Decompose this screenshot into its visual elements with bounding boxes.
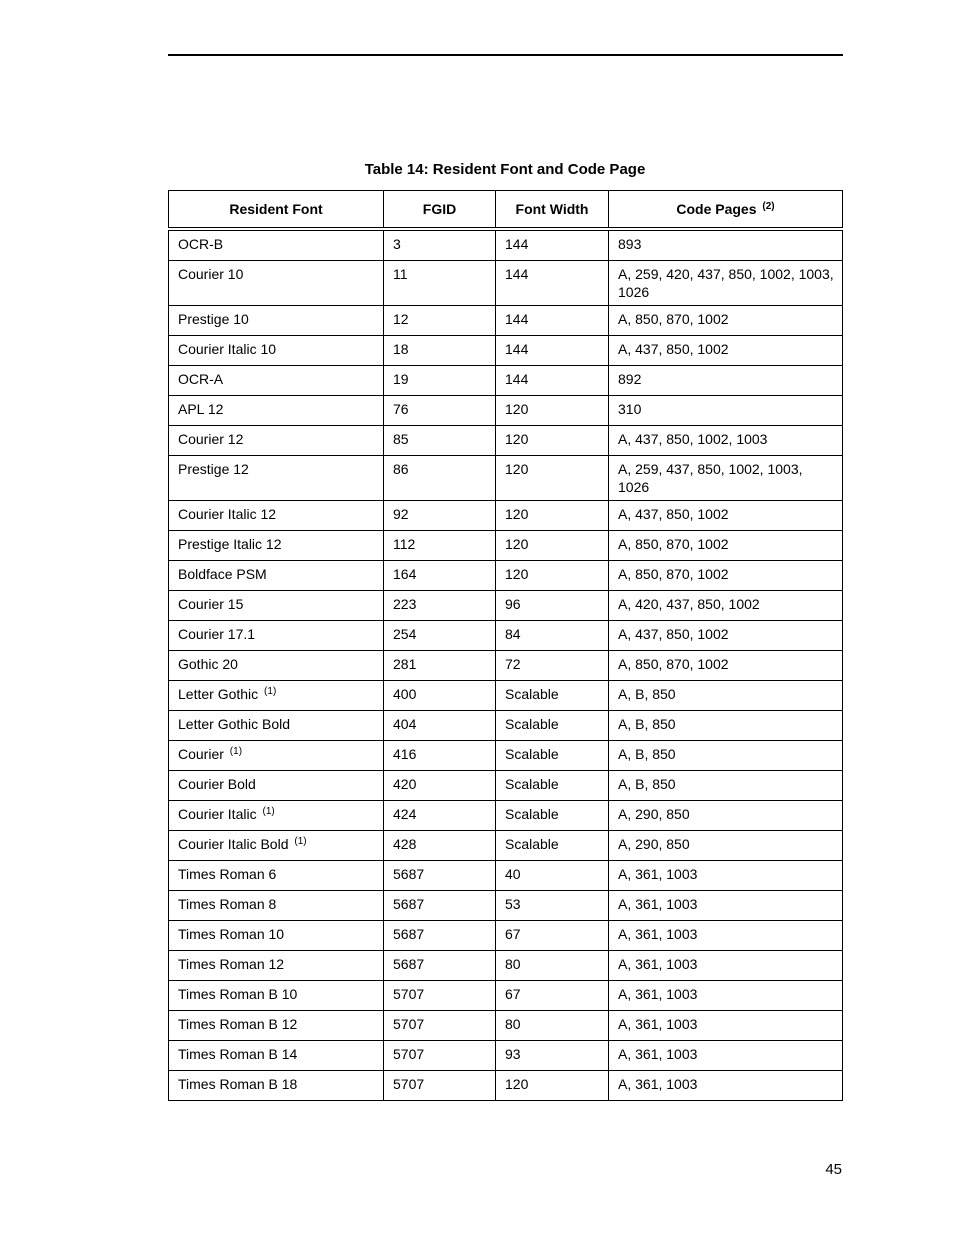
table-row — [169, 771, 843, 801]
cell-fgid: 254 — [384, 621, 496, 651]
table-row — [169, 229, 843, 261]
header-code-pages-note: (2) — [762, 201, 775, 212]
cell-resident-font — [169, 681, 384, 711]
resident-font-name: Courier — [178, 746, 224, 762]
cell-resident-font — [169, 531, 384, 561]
cell-resident-font — [169, 621, 384, 651]
cell-code-pages: 893 — [609, 229, 843, 261]
cell-font-width: 80 — [496, 1011, 609, 1041]
cell-code-pages: A, B, 850 — [609, 681, 843, 711]
cell-fgid: 5687 — [384, 921, 496, 951]
cell-resident-font — [169, 771, 384, 801]
resident-font-name: Times Roman 10 — [178, 926, 285, 942]
table-row — [169, 981, 843, 1011]
cell-resident-font — [169, 891, 384, 921]
cell-fgid: 76 — [384, 396, 496, 426]
cell-font-width: Scalable — [496, 771, 609, 801]
resident-font-name: Courier 15 — [178, 596, 244, 612]
table-row — [169, 801, 843, 831]
table-row — [169, 921, 843, 951]
cell-code-pages: A, 850, 870, 1002 — [609, 651, 843, 681]
cell-resident-font — [169, 306, 384, 336]
table-row — [169, 501, 843, 531]
cell-fgid: 3 — [384, 229, 496, 261]
resident-font-name: OCR-A — [178, 371, 224, 387]
resident-font-name: Gothic 20 — [178, 656, 238, 672]
table-row — [169, 591, 843, 621]
cell-resident-font — [169, 861, 384, 891]
cell-font-width: 67 — [496, 921, 609, 951]
cell-fgid: 420 — [384, 771, 496, 801]
cell-font-width: Scalable — [496, 711, 609, 741]
cell-code-pages: A, 290, 850 — [609, 801, 843, 831]
resident-font-name: Courier 17.1 — [178, 626, 256, 642]
cell-fgid: 416 — [384, 741, 496, 771]
header-resident-font: Resident Font — [169, 191, 384, 230]
cell-fgid: 12 — [384, 306, 496, 336]
resident-font-name: Courier Bold — [178, 776, 256, 792]
cell-resident-font — [169, 561, 384, 591]
cell-font-width: 120 — [496, 396, 609, 426]
cell-code-pages: A, 290, 850 — [609, 831, 843, 861]
table-row — [169, 1071, 843, 1101]
resident-font-name: Courier 12 — [178, 431, 244, 447]
cell-font-width: 84 — [496, 621, 609, 651]
resident-font-name: Boldface PSM — [178, 566, 267, 582]
cell-code-pages: A, 437, 850, 1002, 1003 — [609, 426, 843, 456]
cell-code-pages: 892 — [609, 366, 843, 396]
cell-font-width: Scalable — [496, 681, 609, 711]
cell-code-pages: A, 361, 1003 — [609, 1071, 843, 1101]
table-row — [169, 261, 843, 306]
resident-font-name: Times Roman 6 — [178, 866, 277, 882]
cell-font-width: 120 — [496, 531, 609, 561]
cell-resident-font — [169, 651, 384, 681]
table-row — [169, 456, 843, 501]
table-row — [169, 891, 843, 921]
cell-font-width: 144 — [496, 336, 609, 366]
resident-font-name: Courier Italic 12 — [178, 506, 277, 522]
resident-font-table — [168, 190, 843, 1101]
table-row — [169, 1011, 843, 1041]
header-rule — [168, 54, 843, 56]
header-fgid: FGID — [384, 191, 496, 230]
resident-font-name: Times Roman B 14 — [178, 1046, 298, 1062]
cell-resident-font — [169, 229, 384, 261]
cell-resident-font — [169, 801, 384, 831]
cell-resident-font — [169, 396, 384, 426]
cell-resident-font — [169, 951, 384, 981]
cell-code-pages: A, 361, 1003 — [609, 921, 843, 951]
cell-resident-font — [169, 336, 384, 366]
cell-fgid: 85 — [384, 426, 496, 456]
cell-resident-font — [169, 591, 384, 621]
cell-font-width: 72 — [496, 651, 609, 681]
cell-code-pages: A, 850, 870, 1002 — [609, 561, 843, 591]
table-row — [169, 951, 843, 981]
cell-code-pages: A, 420, 437, 850, 1002 — [609, 591, 843, 621]
resident-font-name: Courier Italic Bold — [178, 836, 289, 852]
cell-font-width: 144 — [496, 306, 609, 336]
cell-resident-font — [169, 741, 384, 771]
cell-resident-font — [169, 921, 384, 951]
table-row — [169, 561, 843, 591]
cell-fgid: 5687 — [384, 891, 496, 921]
cell-font-width: 120 — [496, 561, 609, 591]
cell-font-width: 96 — [496, 591, 609, 621]
resident-font-name: Prestige 10 — [178, 311, 249, 327]
table-row — [169, 621, 843, 651]
cell-code-pages: A, 259, 437, 850, 1002, 1003, 1026 — [609, 456, 843, 501]
cell-font-width: 67 — [496, 981, 609, 1011]
cell-code-pages: A, B, 850 — [609, 771, 843, 801]
cell-code-pages: A, 361, 1003 — [609, 1011, 843, 1041]
resident-font-name: Courier 10 — [178, 266, 244, 282]
resident-font-name: Courier Italic 10 — [178, 341, 277, 357]
resident-font-name: Times Roman 8 — [178, 896, 277, 912]
cell-font-width: 120 — [496, 426, 609, 456]
cell-font-width: 53 — [496, 891, 609, 921]
cell-font-width: 93 — [496, 1041, 609, 1071]
cell-font-width: Scalable — [496, 801, 609, 831]
cell-code-pages: A, 361, 1003 — [609, 861, 843, 891]
resident-font-name: Prestige Italic 12 — [178, 536, 282, 552]
cell-code-pages: A, 850, 870, 1002 — [609, 306, 843, 336]
header-code-pages-label: Code Pages — [676, 201, 757, 217]
cell-fgid: 92 — [384, 501, 496, 531]
table-row — [169, 741, 843, 771]
cell-fgid: 164 — [384, 561, 496, 591]
cell-resident-font — [169, 426, 384, 456]
cell-code-pages: A, B, 850 — [609, 741, 843, 771]
cell-code-pages: A, 361, 1003 — [609, 951, 843, 981]
cell-fgid: 400 — [384, 681, 496, 711]
page-number: 45 — [825, 1161, 842, 1178]
resident-font-name: OCR-B — [178, 236, 224, 252]
cell-fgid: 5687 — [384, 951, 496, 981]
cell-fgid: 86 — [384, 456, 496, 501]
cell-fgid: 5707 — [384, 1011, 496, 1041]
resident-font-name: Courier Italic — [178, 806, 257, 822]
cell-fgid: 18 — [384, 336, 496, 366]
table-row — [169, 306, 843, 336]
table-row — [169, 1041, 843, 1071]
cell-code-pages: A, 437, 850, 1002 — [609, 336, 843, 366]
cell-code-pages: A, 361, 1003 — [609, 1041, 843, 1071]
cell-code-pages: A, 437, 850, 1002 — [609, 621, 843, 651]
table-row — [169, 426, 843, 456]
table-row — [169, 336, 843, 366]
cell-font-width: Scalable — [496, 741, 609, 771]
cell-font-width: 144 — [496, 261, 609, 306]
footnote-marker: (1) — [294, 836, 307, 847]
table-row — [169, 711, 843, 741]
resident-font-name: Times Roman 12 — [178, 956, 285, 972]
footnote-marker: (1) — [262, 806, 275, 817]
resident-font-name: Letter Gothic — [178, 686, 259, 702]
resident-font-name: Times Roman B 10 — [178, 986, 298, 1002]
cell-code-pages: A, 259, 420, 437, 850, 1002, 1003, 1026 — [609, 261, 843, 306]
header-font-width: Font Width — [496, 191, 609, 230]
cell-resident-font — [169, 366, 384, 396]
cell-fgid: 19 — [384, 366, 496, 396]
cell-resident-font — [169, 261, 384, 306]
cell-font-width: 120 — [496, 1071, 609, 1101]
cell-fgid: 424 — [384, 801, 496, 831]
cell-fgid: 281 — [384, 651, 496, 681]
table-body — [169, 229, 843, 1101]
table-row — [169, 531, 843, 561]
cell-resident-font — [169, 456, 384, 501]
cell-code-pages: A, 850, 870, 1002 — [609, 531, 843, 561]
cell-resident-font — [169, 711, 384, 741]
resident-font-name: Letter Gothic Bold — [178, 716, 291, 732]
cell-resident-font — [169, 1071, 384, 1101]
cell-code-pages: A, B, 850 — [609, 711, 843, 741]
footnote-marker: (1) — [264, 686, 277, 697]
table-row — [169, 831, 843, 861]
cell-font-width: Scalable — [496, 831, 609, 861]
table-title: Table 14: Resident Font and Code Page — [364, 161, 646, 178]
cell-fgid: 5687 — [384, 861, 496, 891]
table-row — [169, 681, 843, 711]
cell-resident-font — [169, 1011, 384, 1041]
cell-fgid: 404 — [384, 711, 496, 741]
cell-resident-font — [169, 831, 384, 861]
cell-code-pages: 310 — [609, 396, 843, 426]
cell-fgid: 11 — [384, 261, 496, 306]
cell-fgid: 5707 — [384, 981, 496, 1011]
resident-font-name: Times Roman B 12 — [178, 1016, 298, 1032]
cell-code-pages: A, 437, 850, 1002 — [609, 501, 843, 531]
cell-fgid: 223 — [384, 591, 496, 621]
header-code-pages — [609, 191, 843, 230]
table-header-row — [169, 191, 843, 230]
cell-fgid: 5707 — [384, 1071, 496, 1101]
resident-font-name: Prestige 12 — [178, 461, 249, 477]
resident-font-name: Times Roman B 18 — [178, 1076, 298, 1092]
cell-font-width: 80 — [496, 951, 609, 981]
cell-resident-font — [169, 1041, 384, 1071]
cell-font-width: 40 — [496, 861, 609, 891]
cell-font-width: 120 — [496, 501, 609, 531]
table-row — [169, 396, 843, 426]
table-row — [169, 861, 843, 891]
cell-fgid: 112 — [384, 531, 496, 561]
cell-font-width: 120 — [496, 456, 609, 501]
cell-font-width: 144 — [496, 366, 609, 396]
table-row — [169, 651, 843, 681]
cell-fgid: 428 — [384, 831, 496, 861]
cell-code-pages: A, 361, 1003 — [609, 981, 843, 1011]
table-row — [169, 366, 843, 396]
footnote-marker: (1) — [229, 746, 243, 757]
cell-font-width: 144 — [496, 229, 609, 261]
cell-code-pages: A, 361, 1003 — [609, 891, 843, 921]
cell-resident-font — [169, 981, 384, 1011]
resident-font-name: APL 12 — [178, 401, 224, 417]
cell-resident-font — [169, 501, 384, 531]
cell-fgid: 5707 — [384, 1041, 496, 1071]
